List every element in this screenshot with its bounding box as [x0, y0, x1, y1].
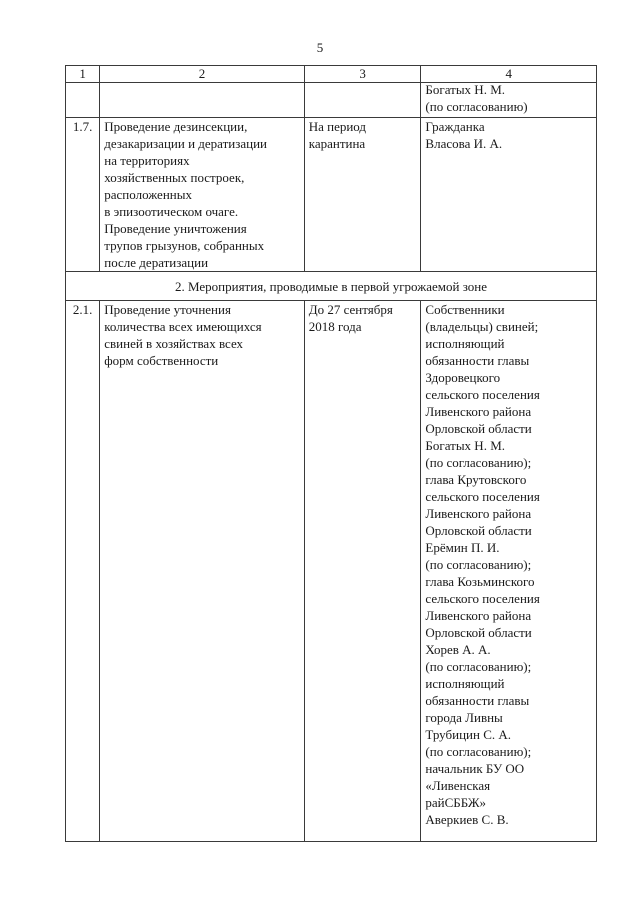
row-deadline: На период карантина: [304, 118, 421, 272]
measures-table: [65, 65, 597, 842]
row-responsible: [421, 83, 597, 118]
row-action: [100, 83, 304, 118]
row-action: Проведение дезинсекции, дезакаризации и дератизации на территориях хозяйственных построек, расположенных в эпизоотическом очаге. Проведение уничтожения трупов грызунов, собранных после дератизации: [100, 118, 304, 272]
section-heading: 2. Мероприятия, проводимые в первой угрожаемой зоне: [66, 272, 597, 301]
section-heading-row: [66, 272, 597, 301]
table-row-continuation: [66, 83, 597, 118]
header-col-4: 4: [421, 66, 597, 83]
page-number: 5: [316, 40, 324, 55]
header-col-3: 3: [304, 66, 421, 83]
table-row-2-1: [66, 301, 597, 842]
header-col-2: 2: [100, 66, 304, 83]
row-responsible: Собственники (владельцы) свиней; исполняющий обязанности главы Здоровецкого сельского поселения Ливенского района Орловской области Богатых Н. М. (по согласованию); глава Крутовского сельского поселения Ливенского района Орловской области Ерёмин П. И. (по согласованию); глава Козьминского сельского поселения Ливенского района Орловской области Хорев А. А. (по согласованию); исполняющий обязанности главы города Ливны Трубицин С. А. (по согласованию); начальник БУ ОО «Ливенская райСББЖ» Аверкиев С. В.: [421, 301, 597, 842]
row-number: 2.1.: [66, 301, 100, 842]
table-row-1-7: [66, 118, 597, 272]
row-responsible: Гражданка Власова И. А.: [421, 118, 597, 272]
table-header-row: [66, 66, 597, 83]
header-col-1: 1: [66, 66, 100, 83]
row-number: 1.7.: [66, 118, 100, 272]
row-deadline: [304, 83, 421, 118]
row-action: Проведение уточнения количества всех имеющихся свиней в хозяйствах всех форм собственности: [100, 301, 304, 842]
row-deadline: До 27 сентября 2018 года: [304, 301, 421, 842]
row-responsible-text: Богатых Н. М. (по согласованию): [425, 82, 528, 114]
row-number: [66, 83, 100, 118]
